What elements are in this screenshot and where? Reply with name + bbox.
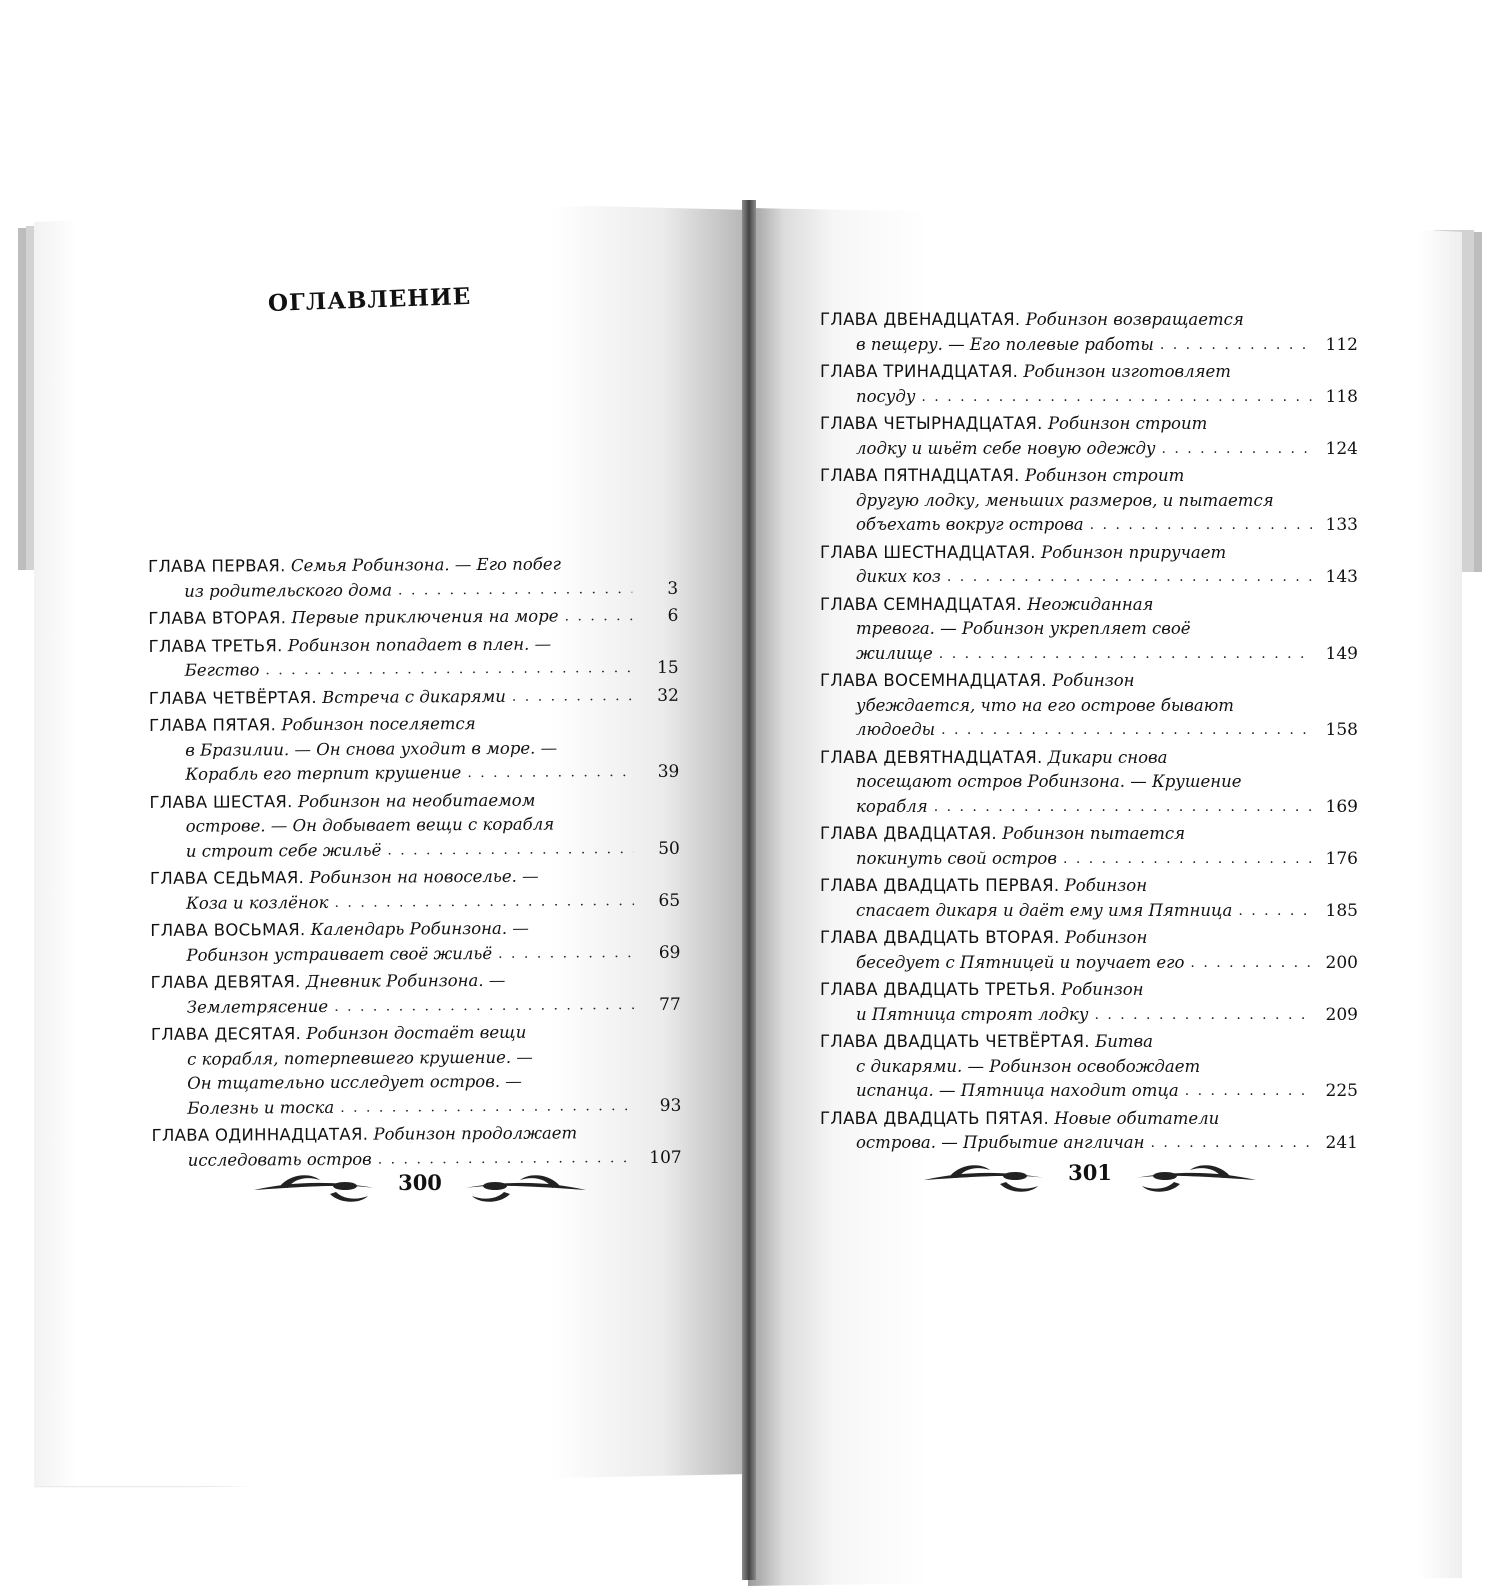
chapter-description: Робинзон пытается xyxy=(996,824,1186,843)
dot-leader xyxy=(1151,1131,1312,1156)
toc-entry-line xyxy=(148,604,678,632)
toc-line-text xyxy=(820,669,1135,694)
toc-page-number: 241 xyxy=(1325,1133,1358,1153)
chapter-label: ГЛАВА ТРИНАДЦАТАЯ. xyxy=(820,362,1019,381)
chapter-description: Дневник Робинзона. — xyxy=(300,970,506,992)
chapter-label: ГЛАВА ВОСЬМАЯ. xyxy=(150,920,306,940)
chapter-description: посуду xyxy=(856,386,916,406)
toc-page-number: 69 xyxy=(658,942,681,963)
toc-line-text xyxy=(856,565,941,590)
toc-entry xyxy=(820,746,1358,820)
chapter-description: с дикарями. — Робинзон освобождает xyxy=(856,1056,1201,1076)
toc-line-text xyxy=(820,926,1147,951)
toc-page-number: 200 xyxy=(1325,952,1358,973)
toc-line-text xyxy=(856,489,1274,514)
chapter-description: Он тщательно исследует остров. — xyxy=(187,1071,522,1093)
chapter-label: ГЛАВА ДЕВЯТАЯ. xyxy=(150,972,301,992)
chapter-description: людоеды xyxy=(856,720,936,739)
chapter-description: спасает дикаря и даёт ему имя Пятница xyxy=(856,900,1233,920)
chapter-description: лодку и шьёт себе новую одежду xyxy=(856,438,1156,458)
dot-leader xyxy=(1161,437,1312,462)
dot-leader xyxy=(398,577,632,603)
toc-line-text xyxy=(856,617,1191,642)
chapter-description: Робинзон на необитаемом xyxy=(292,790,536,811)
toc-entry-line xyxy=(150,940,680,968)
toc-entry-line xyxy=(149,735,679,763)
toc-entry xyxy=(820,669,1358,743)
toc-entry-line xyxy=(820,822,1358,847)
toc-line-text xyxy=(856,847,1057,872)
toc-entry-line xyxy=(151,1121,681,1149)
chapter-label: ГЛАВА ЧЕТВЁРТАЯ. xyxy=(148,687,317,708)
chapter-description: Робинзон строит xyxy=(1042,414,1208,433)
chapter-description: Робинзон возвращается xyxy=(1020,310,1244,329)
toc-entry xyxy=(820,874,1358,923)
toc-page-number: 133 xyxy=(1325,515,1358,535)
toc-entry xyxy=(820,464,1358,538)
toc-entry-line xyxy=(151,1020,681,1048)
toc-entry xyxy=(820,308,1358,357)
toc-line-text xyxy=(149,712,476,738)
chapter-description: Битва xyxy=(1089,1032,1153,1051)
toc-entry-line xyxy=(820,593,1358,618)
chapter-label: ГЛАВА ПЕРВАЯ. xyxy=(148,556,286,576)
chapter-description: Робинзон поселяется xyxy=(276,714,476,735)
toc-entry xyxy=(149,787,679,864)
toc-line-text xyxy=(820,822,1185,847)
toc-entry-line xyxy=(148,631,678,659)
chapter-description: и Пятница строят лодку xyxy=(856,1004,1089,1024)
chapter-label: ГЛАВА СЕМНАДЦАТАЯ. xyxy=(820,594,1022,614)
toc-entry-line xyxy=(820,308,1358,333)
chapter-description: Робинзон xyxy=(1055,980,1144,999)
toc-entry-line xyxy=(150,916,680,944)
toc-line-text xyxy=(148,632,551,659)
chapter-label: ГЛАВА ДВАДЦАТЬ ЧЕТВЁРТАЯ. xyxy=(820,1032,1090,1051)
toc-page-number: 209 xyxy=(1325,1004,1358,1025)
toc-line-text xyxy=(150,865,539,892)
chapter-label: ГЛАВА ЧЕТЫРНАДЦАТАЯ. xyxy=(820,414,1043,433)
toc-entry-line xyxy=(820,718,1358,743)
toc-entry xyxy=(820,593,1358,667)
chapter-description: Робинзон xyxy=(1059,928,1148,947)
chapter-label: ГЛАВА ШЕСТАЯ. xyxy=(149,791,293,812)
toc-page-number: 124 xyxy=(1325,438,1358,459)
dot-leader xyxy=(1094,1003,1312,1028)
toc-line-text xyxy=(187,994,329,1019)
chapter-description: другую лодку, меньших размеров, и пытается xyxy=(856,490,1274,510)
toc-line-text xyxy=(150,917,529,944)
toc-entry-line xyxy=(820,951,1358,976)
toc-entry-line xyxy=(148,552,678,580)
toc-entry-line xyxy=(820,669,1358,694)
toc-line-text xyxy=(185,736,557,763)
chapter-description: испанца. — Пятница находит отца xyxy=(856,1081,1179,1100)
toc-entry-line xyxy=(820,617,1358,642)
toc-entry-line xyxy=(820,847,1358,872)
chapter-description: Дикари снова xyxy=(1042,747,1168,767)
toc-entry xyxy=(149,711,679,788)
toc-entry-line xyxy=(820,1030,1358,1055)
folio-ornament-right xyxy=(920,1154,1260,1204)
toc-line-text xyxy=(151,969,506,996)
dot-leader xyxy=(941,718,1312,743)
toc-line-text xyxy=(149,788,535,815)
dot-leader xyxy=(1160,333,1312,358)
dot-leader xyxy=(498,941,634,966)
dot-leader xyxy=(1090,513,1312,538)
chapter-label: ГЛАВА ОДИННАДЦАТАЯ. xyxy=(151,1124,369,1145)
toc-entry-line xyxy=(820,360,1358,385)
toc-column-left xyxy=(148,552,682,1176)
chapter-description: Календарь Робинзона. — xyxy=(305,918,529,940)
toc-line-text xyxy=(856,899,1232,924)
chapter-description: острова. — Прибытие англичан xyxy=(856,1133,1145,1152)
toc-page-number: 169 xyxy=(1325,796,1358,817)
chapter-description: исследовать остров xyxy=(187,1149,372,1170)
toc-entry-line xyxy=(820,978,1358,1003)
chapter-description: Робинзон попадает в плен. — xyxy=(282,634,552,655)
toc-entry-line xyxy=(151,1069,681,1097)
chapter-description: Робинзон xyxy=(1046,671,1135,690)
dot-leader xyxy=(921,385,1312,410)
chapter-description: Коза и козлёнок xyxy=(186,892,329,913)
toc-entry-line xyxy=(820,513,1358,538)
toc-entry-line xyxy=(820,1003,1358,1028)
toc-page-number: 107 xyxy=(649,1147,682,1168)
toc-entry-line xyxy=(820,642,1358,667)
toc-entry-line xyxy=(820,464,1358,489)
chapter-description: Новые обитатели xyxy=(1049,1108,1220,1128)
toc-entry xyxy=(820,822,1358,871)
chapter-description: жилище xyxy=(856,643,933,663)
toc-entry-line xyxy=(820,874,1358,899)
dot-leader xyxy=(1185,1079,1312,1104)
toc-entry-line xyxy=(820,795,1358,820)
toc-entry xyxy=(820,360,1358,409)
chapter-description: Робинзон на новоселье. — xyxy=(304,866,539,888)
toc-line-text xyxy=(856,333,1154,358)
toc-line-text xyxy=(820,593,1153,618)
toc-entry-line xyxy=(149,760,679,788)
dot-leader xyxy=(265,656,632,683)
toc-entry-line xyxy=(820,1055,1358,1080)
toc-line-text xyxy=(820,541,1226,566)
toc-page-number: 185 xyxy=(1325,900,1358,921)
toc-line-text xyxy=(856,437,1155,462)
chapter-label: ГЛАВА ДВЕНАДЦАТАЯ. xyxy=(820,310,1021,329)
dot-leader xyxy=(334,889,634,915)
dot-leader xyxy=(564,604,632,629)
toc-entry xyxy=(820,541,1358,590)
chapter-description: Неожиданная xyxy=(1021,594,1154,614)
chapter-description: в Бразилии. — Он снова уходит в море. — xyxy=(185,738,558,760)
toc-line-text xyxy=(186,838,382,864)
toc-page-number: 32 xyxy=(657,685,679,706)
toc-entry-line xyxy=(820,541,1358,566)
toc-entry xyxy=(820,1030,1358,1104)
chapter-description: Робинзон изготовляет xyxy=(1018,362,1231,381)
toc-line-text xyxy=(856,642,933,667)
toc-entry-line xyxy=(149,656,679,684)
toc-entry xyxy=(820,978,1358,1027)
toc-entry-line xyxy=(820,1131,1358,1156)
chapter-description: посещают остров Робинзона. — Крушение xyxy=(856,772,1242,791)
chapter-label: ГЛАВА ВОСЕМНАДЦАТАЯ. xyxy=(820,671,1047,690)
toc-line-text xyxy=(820,464,1184,489)
toc-entry-line xyxy=(149,711,679,739)
toc-entry xyxy=(151,1020,682,1121)
toc-line-text xyxy=(820,360,1231,385)
toc-page-number: 50 xyxy=(658,838,680,859)
dot-leader xyxy=(934,795,1312,820)
toc-page-number: 176 xyxy=(1325,848,1358,869)
chapter-label: ГЛАВА ПЯТНАДЦАТАЯ. xyxy=(820,466,1020,485)
chapter-description: из родительского дома xyxy=(184,580,393,601)
toc-entry xyxy=(820,412,1358,461)
toc-line-text xyxy=(820,874,1147,899)
chapter-description: Землетрясение xyxy=(186,996,329,1017)
chapter-description: Робинзон устраивает своё жильё xyxy=(186,943,493,965)
chapter-description: острове. — Он добывает вещи с корабля xyxy=(185,814,555,836)
toc-page-number: 143 xyxy=(1325,567,1358,587)
chapter-label: ГЛАВА ШЕСТНАДЦАТАЯ. xyxy=(820,542,1036,562)
toc-page-number: 15 xyxy=(656,657,679,678)
toc-line-text xyxy=(148,552,561,579)
chapter-label: ГЛАВА ДВАДЦАТЬ ТРЕТЬЯ. xyxy=(820,980,1056,999)
toc-entry-line xyxy=(820,412,1358,437)
chapter-description: тревога. — Робинзон укрепляет своё xyxy=(856,619,1191,638)
book-gutter xyxy=(742,200,756,1580)
toc-line-text xyxy=(186,941,492,967)
toc-entry-line xyxy=(820,1107,1358,1132)
dot-leader xyxy=(1238,899,1312,924)
toc-entry xyxy=(820,1107,1358,1156)
toc-entry-line xyxy=(149,683,679,711)
page-number-left: 300 xyxy=(398,1170,442,1195)
chapter-label: ГЛАВА ДВАДЦАТЬ ПЯТАЯ. xyxy=(820,1108,1049,1128)
toc-entry xyxy=(151,968,681,1020)
chapter-label: ГЛАВА ТРЕТЬЯ. xyxy=(148,635,283,656)
toc-line-text xyxy=(151,1121,577,1148)
dot-leader xyxy=(1063,847,1312,872)
toc-page-number: 93 xyxy=(659,1095,682,1116)
toc-line-text xyxy=(187,1095,334,1120)
chapter-description: Робинзон продолжает xyxy=(368,1123,578,1144)
toc-line-text xyxy=(856,513,1084,538)
chapter-description: беседует с Пятницей и поучает его xyxy=(856,952,1185,972)
toc-page-number: 112 xyxy=(1325,334,1358,355)
toc-entry-line xyxy=(820,489,1358,514)
toc-entry-line xyxy=(148,576,678,604)
chapter-description: объехать вокруг острова xyxy=(856,515,1084,534)
toc-entry-line xyxy=(820,746,1358,771)
toc-line-text xyxy=(856,694,1234,719)
toc-entry-line xyxy=(820,565,1358,590)
dot-leader xyxy=(467,760,633,786)
toc-page-number: 65 xyxy=(658,890,681,911)
toc-column-right xyxy=(820,308,1358,1159)
toc-entry-line xyxy=(820,1079,1358,1104)
dot-leader xyxy=(512,684,633,709)
toc-entry-line xyxy=(820,437,1358,462)
toc-entry xyxy=(148,604,678,632)
toc-entry-line xyxy=(820,770,1358,795)
toc-entry-line xyxy=(820,899,1358,924)
chapter-description: покинуть свой остров xyxy=(856,848,1057,868)
dot-leader xyxy=(334,993,635,1019)
chapter-description: и строит себе жильё xyxy=(185,840,382,861)
toc-page-number: 149 xyxy=(1325,643,1358,664)
toc-entry xyxy=(148,552,678,604)
toc-line-text xyxy=(856,1079,1179,1104)
toc-line-text xyxy=(856,1055,1200,1080)
toc-entry xyxy=(820,926,1358,975)
toc-line-text xyxy=(151,1021,527,1048)
toc-line-text xyxy=(856,718,935,743)
dot-leader xyxy=(1190,951,1312,976)
toc-line-text xyxy=(186,890,329,915)
chapter-label: ГЛАВА ДВАДЦАТЬ ВТОРАЯ. xyxy=(820,928,1060,947)
toc-entry-line xyxy=(820,333,1358,358)
toc-line-text xyxy=(185,658,260,683)
toc-line-text xyxy=(186,813,555,840)
toc-entry-line xyxy=(150,812,680,840)
toc-entry xyxy=(148,631,678,683)
toc-line-text xyxy=(856,1003,1088,1028)
toc-entry-line xyxy=(151,968,681,996)
chapter-description: Болезнь и тоска xyxy=(187,1097,335,1118)
dot-leader xyxy=(947,565,1312,590)
toc-page-number: 39 xyxy=(657,761,680,782)
chapter-description: Бегство xyxy=(184,660,260,680)
toc-line-text xyxy=(820,978,1144,1003)
toc-entry-line xyxy=(150,864,680,892)
toc-line-text xyxy=(820,1030,1153,1055)
toc-entry xyxy=(150,864,680,916)
chapter-description: Робинзон xyxy=(1059,876,1148,895)
toc-entry-line xyxy=(151,1044,681,1072)
toc-line-text xyxy=(149,684,506,711)
chapter-description: Робинзон строит xyxy=(1019,466,1185,485)
chapter-description: Робинзон достаёт вещи xyxy=(301,1022,527,1044)
toc-page-number: 77 xyxy=(659,994,681,1015)
toc-page-number: 118 xyxy=(1325,386,1358,407)
toc-entry xyxy=(150,916,680,968)
toc-line-text xyxy=(820,1107,1219,1132)
toc-line-text xyxy=(856,385,915,410)
toc-entry-line xyxy=(820,926,1358,951)
chapter-description: Встреча с дикарями xyxy=(316,686,506,707)
toc-entry xyxy=(149,683,679,711)
toc-page-number: 225 xyxy=(1325,1081,1358,1101)
toc-page-number: 158 xyxy=(1325,720,1358,740)
chapter-description: корабля xyxy=(856,796,928,816)
chapter-description: убеждается, что на его острове бывают xyxy=(856,695,1234,715)
toc-line-text xyxy=(187,1045,533,1072)
toc-line-text xyxy=(820,308,1244,333)
toc-line-text xyxy=(185,761,461,787)
toc-line-text xyxy=(856,795,928,820)
toc-line-text xyxy=(856,1131,1145,1156)
chapter-description: Корабль его терпит крушение xyxy=(185,763,462,784)
toc-entry-line xyxy=(150,888,680,916)
chapter-description: Семья Робинзона. — Его побег xyxy=(285,554,561,576)
chapter-label: ГЛАВА ВТОРАЯ. xyxy=(148,608,287,628)
chapter-description: с корабля, потерпевшего крушение. — xyxy=(187,1047,533,1069)
page-number-right: 301 xyxy=(1068,1160,1112,1185)
chapter-label: ГЛАВА ДВАДЦАТЬ ПЕРВАЯ. xyxy=(820,876,1060,895)
toc-line-text xyxy=(820,412,1207,437)
toc-entry-line xyxy=(151,992,681,1020)
page-title: ОГЛАВЛЕНИЕ xyxy=(267,282,472,317)
chapter-description: диких коз xyxy=(856,567,941,586)
dot-leader xyxy=(939,642,1312,667)
dot-leader xyxy=(340,1094,635,1120)
toc-line-text xyxy=(184,578,392,604)
chapter-label: ГЛАВА ДВАДЦАТАЯ. xyxy=(820,824,997,843)
toc-entry-line xyxy=(820,694,1358,719)
toc-entry-line xyxy=(150,836,680,864)
toc-entry-line xyxy=(151,1093,681,1121)
toc-line-text xyxy=(148,604,558,631)
toc-line-text xyxy=(856,951,1184,976)
toc-line-text xyxy=(187,1070,522,1097)
chapter-label: ГЛАВА СЕДЬМАЯ. xyxy=(149,868,305,888)
toc-entry-line xyxy=(820,385,1358,410)
toc-page-number: 6 xyxy=(667,605,679,626)
toc-page-number: 3 xyxy=(667,578,679,599)
chapter-label: ГЛАВА ПЯТАЯ. xyxy=(148,715,277,735)
toc-line-text xyxy=(856,770,1242,795)
chapter-description: в пещеру. — Его полевые работы xyxy=(856,334,1154,354)
toc-entry-line xyxy=(149,787,679,815)
chapter-description: Первые приключения на море xyxy=(286,606,559,628)
chapter-description: Робинзон приручает xyxy=(1035,542,1227,562)
toc-line-text xyxy=(820,746,1167,771)
chapter-label: ГЛАВА ДЕСЯТАЯ. xyxy=(150,1024,302,1044)
chapter-label: ГЛАВА ДЕВЯТНАДЦАТАЯ. xyxy=(820,747,1043,767)
dot-leader xyxy=(387,837,634,863)
folio-ornament-left xyxy=(250,1164,590,1214)
